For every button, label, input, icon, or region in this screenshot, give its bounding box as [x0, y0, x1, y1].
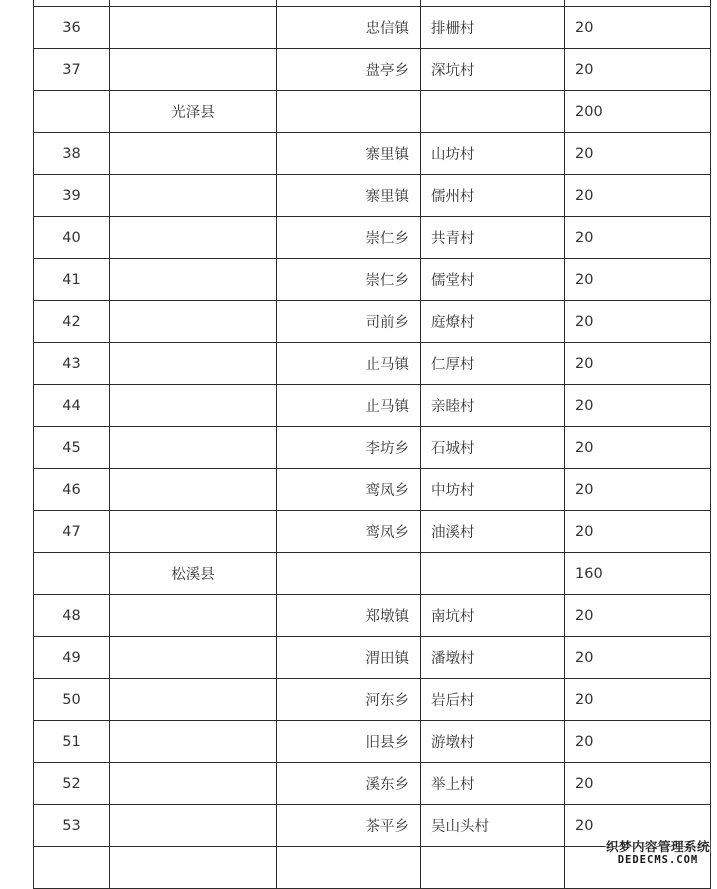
cell-village: [421, 553, 565, 595]
table-row: [34, 847, 711, 889]
cell-town: [277, 847, 421, 889]
cell-town: 鸾凤乡: [277, 469, 421, 511]
cell-amount: 20: [565, 721, 711, 763]
cell-number: 41: [34, 259, 110, 301]
cell-village: 吴山头村: [421, 805, 565, 847]
cell-town: 鸾凤乡: [277, 511, 421, 553]
data-table-container: [33, 0, 711, 889]
cell-town: 忠信镇: [277, 7, 421, 49]
cell-amount: 20: [565, 469, 711, 511]
cell-amount: 20: [565, 805, 711, 847]
cell-village: 潘墩村: [421, 637, 565, 679]
cell-number: 38: [34, 133, 110, 175]
table-body: [34, 0, 711, 889]
cell-town: 河东乡: [277, 679, 421, 721]
cell-number: 40: [34, 217, 110, 259]
cell-town: 旧县乡: [277, 721, 421, 763]
cell-town: 司前乡: [277, 301, 421, 343]
cell-amount: 20: [565, 217, 711, 259]
cell-village: 岩后村: [421, 679, 565, 721]
table-row: [34, 637, 711, 679]
cell-number: [34, 847, 110, 889]
cell-village: 油溪村: [421, 511, 565, 553]
cell-county: [110, 133, 277, 175]
cell-amount: 20: [565, 49, 711, 91]
cell-town: 寨里镇: [277, 133, 421, 175]
cell-county: 光泽县: [110, 91, 277, 133]
cell-county: [110, 469, 277, 511]
cell-amount: [565, 847, 711, 889]
cell-county: [110, 805, 277, 847]
table-row: [34, 343, 711, 385]
cell-number: 51: [34, 721, 110, 763]
cell-number: 39: [34, 175, 110, 217]
cell-village: 中坊村: [421, 469, 565, 511]
table-row: [34, 511, 711, 553]
cell-county: [110, 763, 277, 805]
table-row: [34, 133, 711, 175]
cell-county: [110, 385, 277, 427]
cell-town: 止马镇: [277, 385, 421, 427]
cell-town: 崇仁乡: [277, 217, 421, 259]
table-row: [34, 259, 711, 301]
table-row: [34, 175, 711, 217]
watermark-title: 织梦内容管理系统: [605, 839, 710, 854]
cell-number: 53: [34, 805, 110, 847]
cell-number: 44: [34, 385, 110, 427]
cell-number: 49: [34, 637, 110, 679]
cell-number: 48: [34, 595, 110, 637]
cell-village: 南坑村: [421, 595, 565, 637]
cell-county: [110, 511, 277, 553]
cell-amount: 20: [565, 679, 711, 721]
cell-village: 游墩村: [421, 721, 565, 763]
cell-amount: 20: [565, 175, 711, 217]
cell-number: 37: [34, 49, 110, 91]
cell-town: 盘亭乡: [277, 49, 421, 91]
cell-amount: 160: [565, 553, 711, 595]
cell-village: [421, 91, 565, 133]
table-row: [34, 385, 711, 427]
cell-village: 儒堂村: [421, 259, 565, 301]
cell-amount: 20: [565, 343, 711, 385]
table-row: [34, 49, 711, 91]
cell-county: [110, 301, 277, 343]
cell-town: [277, 91, 421, 133]
table-row: [34, 427, 711, 469]
cell-county: [110, 259, 277, 301]
cell-town: 止马镇: [277, 343, 421, 385]
cell-county: [110, 595, 277, 637]
cell-amount: 20: [565, 511, 711, 553]
table-row: [34, 805, 711, 847]
table-row: [34, 679, 711, 721]
table-row: [34, 217, 711, 259]
table-row: [34, 595, 711, 637]
cell-amount: 20: [565, 763, 711, 805]
cell-amount: 20: [565, 637, 711, 679]
cell-county: [110, 175, 277, 217]
cell-number: 43: [34, 343, 110, 385]
cell-county: [110, 217, 277, 259]
cell-village: 庭燎村: [421, 301, 565, 343]
cell-village: 山坊村: [421, 133, 565, 175]
cell-county: [110, 637, 277, 679]
village-allocation-table: [33, 0, 711, 889]
cell-town: 李坊乡: [277, 427, 421, 469]
cell-number: [34, 91, 110, 133]
cell-amount: 20: [565, 301, 711, 343]
cell-number: 36: [34, 7, 110, 49]
cell-amount: 20: [565, 7, 711, 49]
cell-village: 亲睦村: [421, 385, 565, 427]
table-row: [34, 7, 711, 49]
cell-number: 42: [34, 301, 110, 343]
cell-number: 52: [34, 763, 110, 805]
cell-county: 松溪县: [110, 553, 277, 595]
cell-amount: 20: [565, 385, 711, 427]
cell-county: [110, 427, 277, 469]
table-row: [34, 469, 711, 511]
cell-county: [110, 49, 277, 91]
cell-amount: 200: [565, 91, 711, 133]
cell-village: 深坑村: [421, 49, 565, 91]
cell-town: [277, 553, 421, 595]
cell-amount: 20: [565, 427, 711, 469]
cell-village: 仁厚村: [421, 343, 565, 385]
table-row: [34, 553, 711, 595]
table-row: [34, 301, 711, 343]
cell-town: 寨里镇: [277, 175, 421, 217]
cell-county: [110, 679, 277, 721]
cell-village: 共青村: [421, 217, 565, 259]
table-row: [34, 91, 711, 133]
cell-county: [110, 721, 277, 763]
cell-amount: 20: [565, 133, 711, 175]
cell-number: 50: [34, 679, 110, 721]
cell-amount: 20: [565, 595, 711, 637]
cell-county: [110, 343, 277, 385]
cell-number: 47: [34, 511, 110, 553]
cell-county: [110, 7, 277, 49]
cell-county: [110, 847, 277, 889]
cell-town: 茶平乡: [277, 805, 421, 847]
cell-number: 46: [34, 469, 110, 511]
cell-number: [34, 553, 110, 595]
cell-town: 崇仁乡: [277, 259, 421, 301]
cell-village: 石城村: [421, 427, 565, 469]
cell-town: 溪东乡: [277, 763, 421, 805]
cell-town: 郑墩镇: [277, 595, 421, 637]
cell-village: 儒州村: [421, 175, 565, 217]
cell-amount: 20: [565, 259, 711, 301]
cell-village: [421, 847, 565, 889]
cell-town: 渭田镇: [277, 637, 421, 679]
table-row: [34, 763, 711, 805]
watermark-domain: DEDECMS.COM: [617, 854, 699, 866]
cell-village: 排栅村: [421, 7, 565, 49]
table-row: [34, 721, 711, 763]
cell-number: 45: [34, 427, 110, 469]
cell-village: 举上村: [421, 763, 565, 805]
